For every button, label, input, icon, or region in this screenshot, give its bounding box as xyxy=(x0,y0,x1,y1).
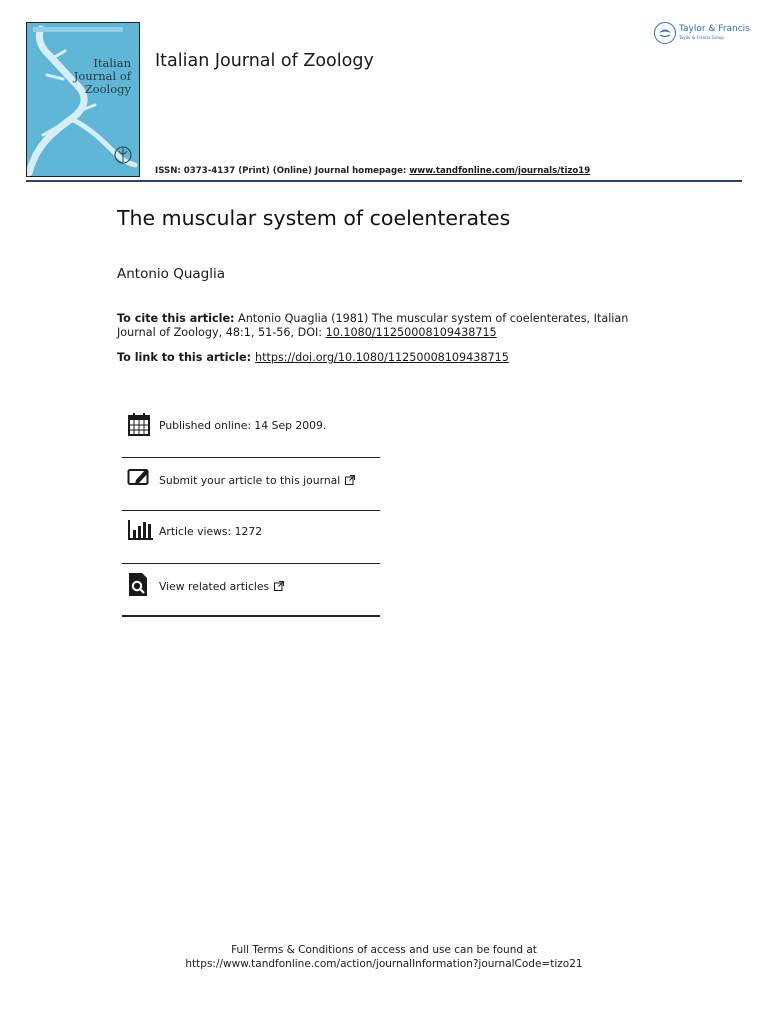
info-divider xyxy=(122,563,380,564)
calendar-icon xyxy=(127,412,153,438)
article-author[interactable]: Antonio Quaglia xyxy=(117,266,225,282)
info-divider xyxy=(122,615,380,617)
journal-title: Italian Journal of Zoology xyxy=(155,51,374,71)
footer-line-1: Full Terms & Conditions of access and use can be found at xyxy=(231,944,537,956)
submit-label: Submit your article to this journal xyxy=(159,474,341,487)
external-link-icon xyxy=(345,475,355,485)
terms-footer xyxy=(0,943,768,971)
related-row[interactable] xyxy=(122,572,380,612)
submit-row[interactable] xyxy=(122,465,380,505)
views-row xyxy=(122,518,380,558)
header-divider xyxy=(26,180,742,182)
journal-homepage-link[interactable]: www.tandfonline.com/journals/tizo19 xyxy=(409,166,591,176)
publisher-group: Taylor & Francis Group xyxy=(679,35,724,40)
journal-cover-image xyxy=(26,22,140,177)
publisher-emblem-icon xyxy=(654,22,676,44)
info-divider xyxy=(122,510,380,511)
footer-terms-url[interactable]: https://www.tandfonline.com/action/journalInformation?journalCode=tizo21 xyxy=(185,958,583,970)
related-articles-link[interactable] xyxy=(159,580,284,593)
cite-label: To cite this article: xyxy=(117,312,235,325)
related-label: View related articles xyxy=(159,580,270,593)
issn-line xyxy=(155,166,590,176)
published-date: Published online: 14 Sep 2009. xyxy=(159,419,327,432)
cover-title: Italian Journal of Zoology xyxy=(73,56,131,96)
external-link-icon xyxy=(274,581,284,591)
issn-text: ISSN: 0373-4137 (Print) (Online) Journal homepage: xyxy=(155,166,410,176)
info-divider xyxy=(122,457,380,458)
link-label: To link to this article: xyxy=(117,351,255,364)
publisher-name: Taylor & Francis xyxy=(679,24,750,34)
bar-chart-icon xyxy=(127,518,153,544)
article-title: The muscular system of coelenterates xyxy=(117,206,511,230)
article-views: Article views: 1272 xyxy=(159,525,263,538)
lizard-illustration xyxy=(27,23,139,176)
edit-icon xyxy=(127,465,153,491)
cite-text: Antonio Quaglia (1981) The muscular system of coelenterates, Italian Journal of Zoology, 48:1, 51-56, DOI: xyxy=(117,312,629,339)
article-doi-url[interactable]: https://doi.org/10.1080/11250008109438715 xyxy=(255,351,509,364)
submit-article-link[interactable] xyxy=(159,474,355,487)
published-row xyxy=(122,412,380,452)
doi-link[interactable]: 10.1080/11250008109438715 xyxy=(325,326,497,339)
article-link-line xyxy=(117,351,509,364)
publisher-logo[interactable] xyxy=(654,22,750,46)
citation-block xyxy=(117,312,637,340)
search-document-icon xyxy=(127,572,153,598)
